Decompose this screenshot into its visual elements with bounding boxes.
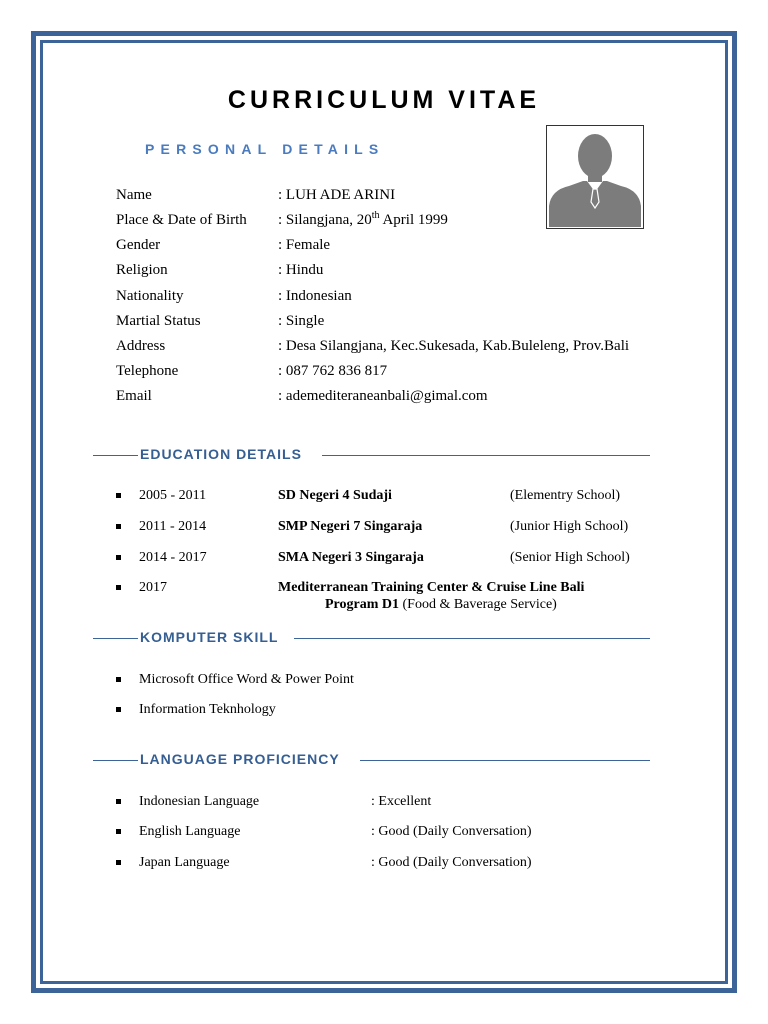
computer-skill-item: Microsoft Office Word & Power Point — [139, 672, 354, 687]
religion-value: : Hindu — [278, 262, 324, 278]
education-level: (Junior High School) — [510, 519, 629, 534]
personal-details-heading: PERSONAL DETAILS — [145, 141, 385, 157]
computer-divider-right — [294, 638, 650, 639]
address-value: : Desa Silangjana, Kec.Sukesada, Kab.Buleleng, Prov.Bali — [278, 338, 630, 354]
marital-label: Martial Status — [116, 313, 201, 329]
document-title: CURRICULUM VITAE — [227, 86, 541, 114]
education-school: SD Negeri 4 Sudaji — [278, 488, 392, 503]
religion-label: Religion — [116, 262, 168, 278]
education-school: SMA Negeri 3 Singaraja — [278, 550, 424, 565]
education-bullet — [116, 524, 121, 529]
computer-skill-item: Information Teknhology — [139, 702, 276, 717]
language-name: English Language — [139, 824, 241, 839]
education-bullet — [116, 555, 121, 560]
language-level: : Excellent — [371, 794, 432, 809]
language-divider-left — [93, 760, 138, 761]
education-level: (Elementry School) — [510, 488, 621, 503]
person-silhouette-icon — [547, 126, 643, 228]
education-level: (Senior High School) — [510, 550, 630, 565]
nationality-label: Nationality — [116, 288, 184, 304]
language-heading: LANGUAGE PROFICIENCY — [140, 751, 340, 767]
marital-value: : Single — [278, 313, 325, 329]
education-years: 2005 - 2011 — [139, 488, 207, 503]
computer-heading: KOMPUTER SKILL — [140, 629, 279, 645]
telephone-label: Telephone — [116, 363, 179, 379]
language-divider-right — [360, 760, 650, 761]
profile-photo — [546, 125, 644, 229]
birth-value-ordinal: th — [371, 210, 380, 221]
gender-value: : Female — [278, 237, 331, 253]
education-divider-left — [93, 455, 138, 456]
education-program-name: Program D1 — [325, 597, 399, 612]
education-school: SMP Negeri 7 Singaraja — [278, 519, 423, 534]
email-value: : ademediteraneanbali@gimal.com — [278, 388, 488, 404]
language-name: Indonesian Language — [139, 794, 260, 809]
language-bullet — [116, 799, 121, 804]
birth-label: Place & Date of Birth — [116, 212, 247, 228]
language-level: : Good (Daily Conversation) — [371, 855, 532, 870]
name-value: : LUH ADE ARINI — [278, 187, 396, 203]
education-program — [325, 596, 557, 613]
education-years: 2011 - 2014 — [139, 519, 207, 534]
birth-value-month-year: April 1999 — [379, 212, 448, 228]
education-school: Mediterranean Training Center & Cruise Line Bali — [278, 580, 585, 595]
education-divider-right — [322, 455, 650, 456]
education-bullet — [116, 585, 121, 590]
birth-value — [278, 211, 448, 229]
education-years: 2014 - 2017 — [139, 550, 207, 565]
language-level: : Good (Daily Conversation) — [371, 824, 532, 839]
language-bullet — [116, 860, 121, 865]
education-bullet — [116, 493, 121, 498]
language-name: Japan Language — [139, 855, 230, 870]
address-label: Address — [116, 338, 166, 354]
name-label: Name — [116, 187, 152, 203]
language-bullet — [116, 829, 121, 834]
computer-bullet — [116, 707, 121, 712]
education-program-detail: (Food & Baverage Service) — [399, 597, 557, 612]
education-years: 2017 — [139, 580, 167, 595]
nationality-value: : Indonesian — [278, 288, 352, 304]
computer-divider-left — [93, 638, 138, 639]
telephone-value: : 087 762 836 817 — [278, 363, 388, 379]
education-heading: EDUCATION DETAILS — [140, 446, 302, 462]
gender-label: Gender — [116, 237, 161, 253]
computer-bullet — [116, 677, 121, 682]
email-label: Email — [116, 388, 152, 404]
birth-value-place-day: : Silangjana, 20 — [278, 212, 372, 228]
